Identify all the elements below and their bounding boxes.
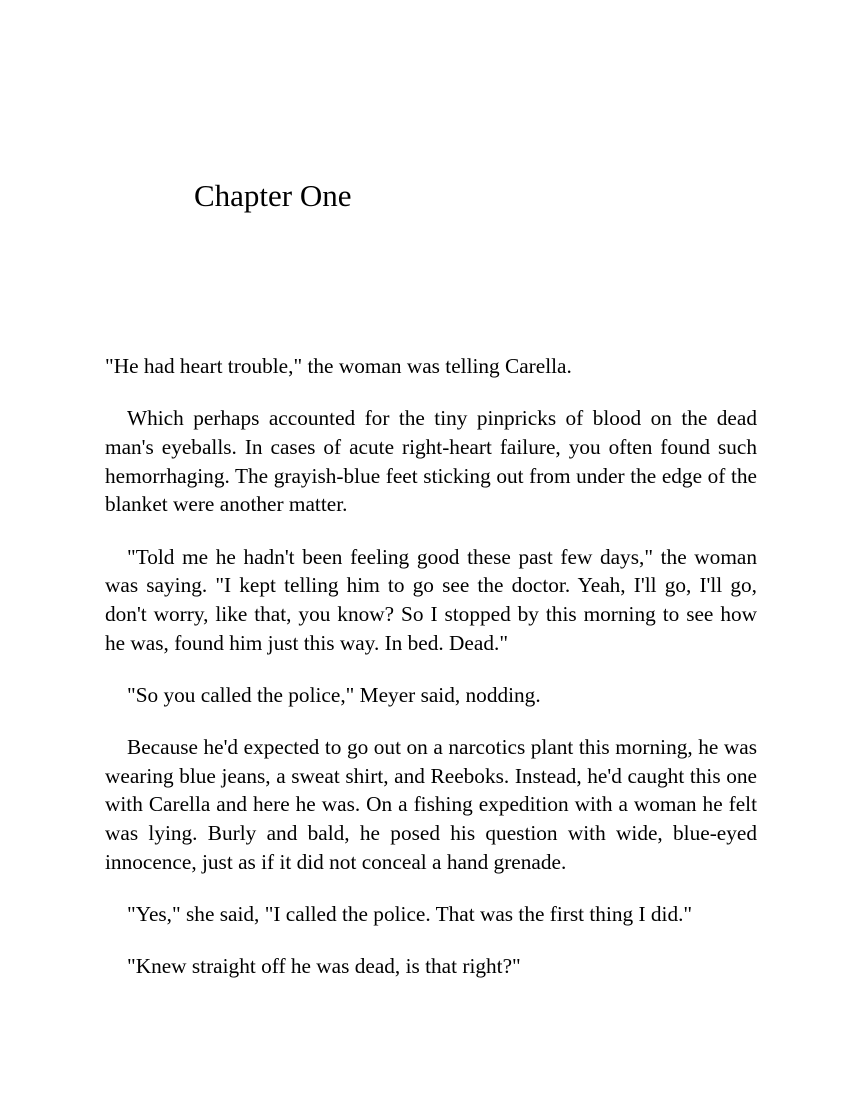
paragraph: "Knew straight off he was dead, is that right?" [127,954,521,979]
paragraph: Because he'd expected to go out on a narcotics plant this morning, he was wearing blue jeans, a sweat shirt, and Reeboks. Instead, he'd caught this one with Carella and here he was. On a fishing expedition with a woman he felt was lying. Burly and bald, he posed his question with wide, blue-eyed innocence, just as if it did not conceal a hand grenade. [105,735,757,874]
chapter-heading: Chapter One [194,178,352,213]
paragraph: Which perhaps accounted for the tiny pinpricks of blood on the dead man's eyeballs. In cases of acute right-heart failure, you often found such hemorrhaging. The grayish-blue feet sticking out from under the edge of the blanket were another matter. [105,406,757,517]
page-body [105,352,757,981]
paragraph: "Told me he hadn't been feeling good these past few days," the woman was saying. "I kept telling him to go see the doctor. Yeah, I'll go, I'll go, don't worry, like that, you know? So I stopped by this morning to see how he was, found him just this way. In bed. Dead." [105,544,757,655]
paragraph: "He had heart trouble," the woman was telling Carella. [105,354,572,378]
paragraph: "Yes," she said, "I called the police. That was the first thing I did." [127,902,693,927]
paragraph: "So you called the police," Meyer said, nodding. [127,682,541,707]
